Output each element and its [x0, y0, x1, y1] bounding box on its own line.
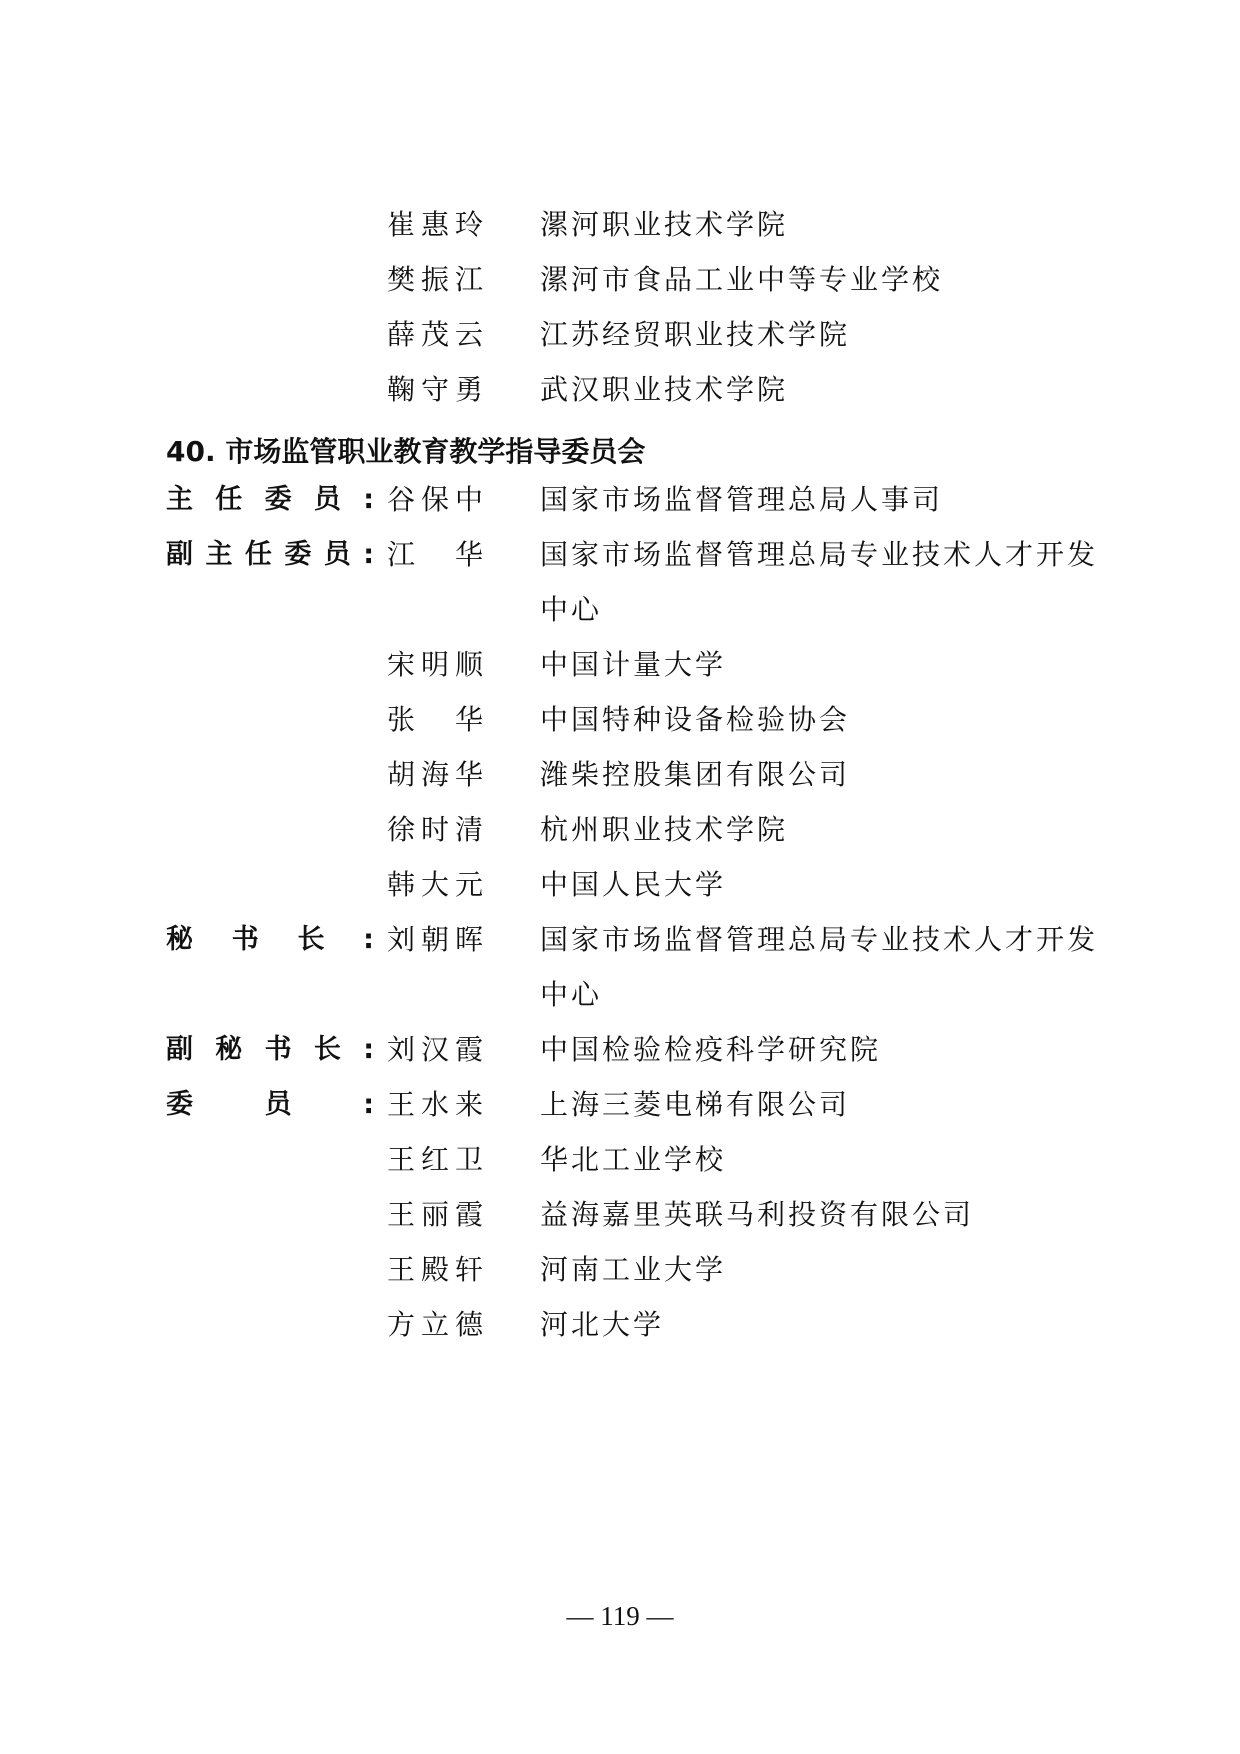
member-organization: 潍柴控股集团有限公司 — [540, 758, 851, 791]
committee-row — [0, 470, 1240, 532]
member-organization: 华北工业学校 — [540, 1143, 727, 1176]
member-organization: 上海三菱电梯有限公司 — [540, 1088, 851, 1121]
role-label: 副 主 任 委 员 : — [166, 535, 374, 575]
member-organization: 河南工业大学 — [540, 1253, 727, 1286]
member-name: 方立德 — [387, 1308, 490, 1341]
member-organization: 中国特种设备检验协会 — [540, 703, 851, 736]
member-name: 王红卫 — [387, 1143, 490, 1176]
member-organization: 益海嘉里英联马利投资有限公司 — [540, 1198, 975, 1231]
member-organization: 杭州职业技术学院 — [540, 813, 789, 846]
member-name: 胡海华 — [387, 758, 490, 791]
member-organization: 武汉职业技术学院 — [540, 373, 789, 406]
committee-row — [0, 1185, 1240, 1247]
member-name: 樊振江 — [387, 263, 490, 296]
member-name: 刘朝晖 — [387, 923, 490, 956]
role-label: 副 秘 书 长 : — [166, 1030, 374, 1070]
member-name: 鞠守勇 — [387, 373, 490, 406]
member-name: 徐时清 — [387, 813, 490, 846]
member-name: 崔惠玲 — [387, 208, 490, 241]
committee-row — [0, 525, 1240, 587]
member-organization: 国家市场监督管理总局专业技术人才开发 — [540, 538, 1099, 571]
member-organization-continued: 中心 — [540, 593, 603, 626]
member-name: 谷保中 — [387, 483, 490, 516]
role-label: 主 任 委 员 : — [166, 480, 374, 520]
role-separator: : — [363, 1089, 374, 1120]
committee-row — [0, 1130, 1240, 1192]
role-separator: : — [363, 484, 374, 515]
member-row — [0, 195, 1240, 257]
member-organization: 河北大学 — [540, 1308, 665, 1341]
member-name: 薛茂云 — [387, 318, 490, 351]
role-separator: : — [363, 539, 374, 570]
role-separator: : — [363, 924, 374, 955]
member-row — [0, 360, 1240, 422]
member-organization: 国家市场监督管理总局人事司 — [540, 483, 944, 516]
committee-row — [0, 1240, 1240, 1302]
organization-continuation-row — [0, 965, 1240, 1027]
member-name: 张 华 — [387, 703, 490, 736]
member-organization: 江苏经贸职业技术学院 — [540, 318, 851, 351]
member-name: 王丽霞 — [387, 1198, 490, 1231]
committee-row — [0, 1020, 1240, 1082]
page-number: — 119 — — [566, 1601, 674, 1631]
committee-row — [0, 635, 1240, 697]
member-name: 江 华 — [387, 538, 490, 571]
committee-row — [0, 1075, 1240, 1137]
committee-row — [0, 745, 1240, 807]
member-name: 王水来 — [387, 1088, 490, 1121]
member-organization: 漯河市食品工业中等专业学校 — [540, 263, 944, 296]
member-name: 韩大元 — [387, 868, 490, 901]
member-organization: 国家市场监督管理总局专业技术人才开发 — [540, 923, 1099, 956]
member-name: 王殿轩 — [387, 1253, 490, 1286]
section-title: 40. 市场监管职业教育教学指导委员会 — [166, 435, 646, 468]
role-label: 委 员 : — [166, 1085, 374, 1125]
member-name: 宋明顺 — [387, 648, 490, 681]
committee-row — [0, 910, 1240, 972]
committee-row — [0, 800, 1240, 862]
member-organization-continued: 中心 — [540, 978, 603, 1011]
member-organization: 中国计量大学 — [540, 648, 727, 681]
role-label: 秘 书 长 : — [166, 920, 374, 960]
committee-row — [0, 690, 1240, 752]
member-organization: 中国检验检疫科学研究院 — [540, 1033, 882, 1066]
member-name: 刘汉霞 — [387, 1033, 490, 1066]
organization-continuation-row — [0, 580, 1240, 642]
role-separator: : — [363, 1034, 374, 1065]
committee-row — [0, 855, 1240, 917]
member-organization: 漯河职业技术学院 — [540, 208, 789, 241]
member-row — [0, 305, 1240, 367]
member-organization: 中国人民大学 — [540, 868, 727, 901]
member-row — [0, 250, 1240, 312]
committee-row — [0, 1295, 1240, 1357]
